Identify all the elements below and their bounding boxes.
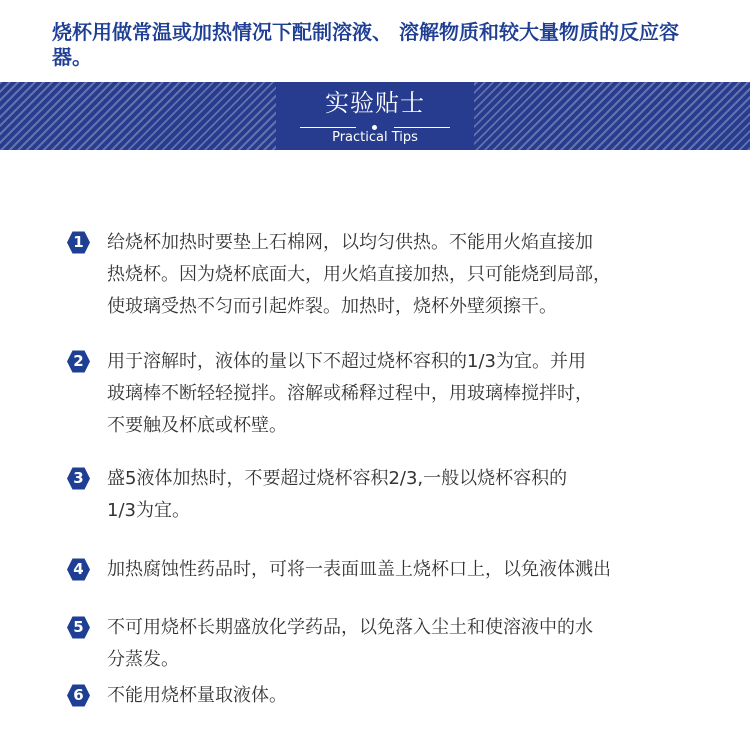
tip-number: 2 xyxy=(73,352,84,370)
tip-number-badge xyxy=(66,349,91,374)
tip-number: 1 xyxy=(73,233,84,251)
tip-text: 加热腐蚀性药品时，可将一表面皿盖上烧杯口上，以免液体溅出 xyxy=(107,559,611,580)
tip-number-badge xyxy=(66,230,91,255)
tip-text: 用于溶解时，液体的量以下不超过烧杯容积的1/3为宜。并用 玻璃棒不断轻轻搅拌。溶解或稀释过程中，用玻璃棒搅拌时， 不要触及杯底或杯壁。 xyxy=(107,351,593,436)
tip-number-badge xyxy=(66,557,91,582)
tip-number-badge xyxy=(66,466,91,491)
tip-number: 3 xyxy=(73,469,84,487)
tip-number: 4 xyxy=(73,560,84,578)
tip-text: 不可用烧杯长期盛放化学药品，以免落入尘土和使溶液中的水 分蒸发。 xyxy=(107,617,593,670)
intro-text: 烧杯用做常温或加热情况下配制溶液、 溶解物质和较大量物质的反应容器。 xyxy=(52,20,679,69)
tip-text: 给烧杯加热时要垫上石棉网，以均匀供热。不能用火焰直接加 热烧杯。因为烧杯底面大，用火焰直接加热，只可能烧到局部， 使玻璃受热不匀而引起炸裂。加热时，烧杯外壁须擦干。 xyxy=(107,232,611,317)
tip-number-badge xyxy=(66,615,91,640)
banner-title: 实验贴士 xyxy=(325,89,425,117)
tip-text: 不能用烧杯量取液体。 xyxy=(107,685,287,706)
tip-number: 5 xyxy=(73,618,84,636)
banner-subtitle: Practical Tips xyxy=(332,130,418,145)
tip-text: 盛5液体加热时，不要超过烧杯容积2/3,一般以烧杯容积的 1/3为宜。 xyxy=(107,468,568,521)
tip-number: 6 xyxy=(73,686,84,704)
tip-number-badge xyxy=(66,683,91,708)
